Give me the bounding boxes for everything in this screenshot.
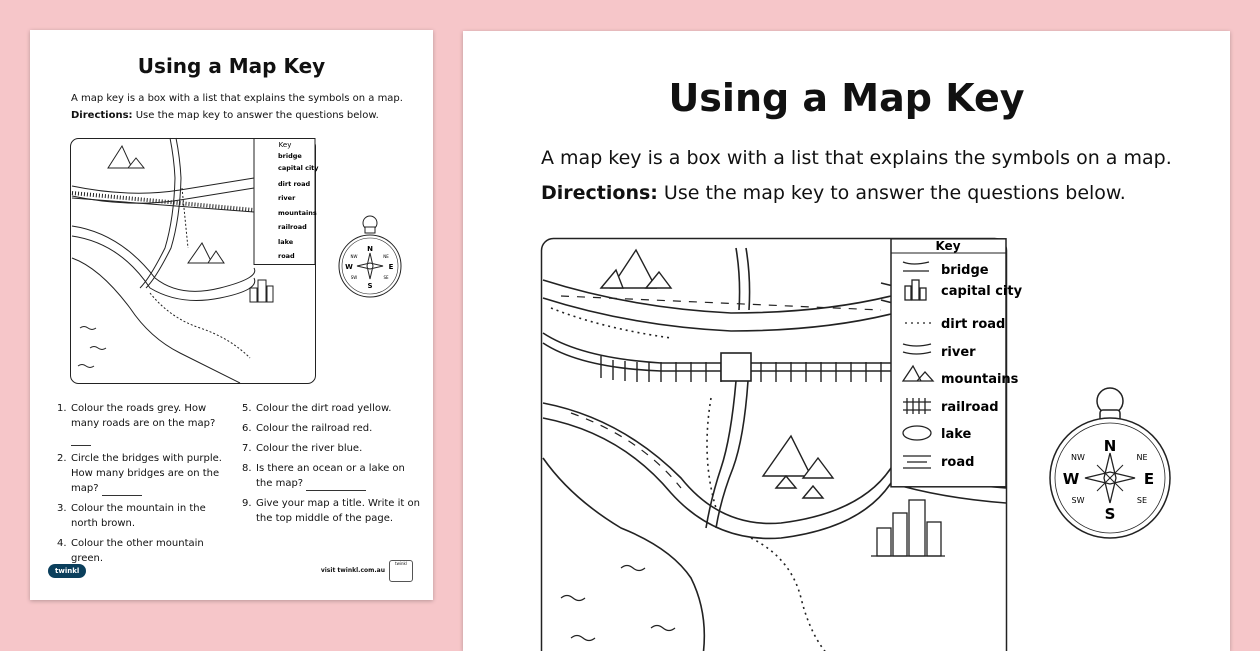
question-item xyxy=(242,441,420,456)
question-text: Give your map a title. Write it on the top middle of the page. xyxy=(256,498,420,524)
key-label-river: river xyxy=(278,194,296,202)
key-label-river-large: river xyxy=(941,345,976,360)
question-item xyxy=(57,536,235,566)
question-number: 1. xyxy=(57,401,67,416)
questions-right xyxy=(242,401,420,531)
question-item xyxy=(242,421,420,436)
compass-ne: NE xyxy=(383,254,389,259)
map-illustration xyxy=(70,138,316,385)
question-number: 5. xyxy=(242,401,252,416)
question-item xyxy=(242,496,420,526)
answer-blank[interactable] xyxy=(102,485,142,496)
compass-w-large: W xyxy=(1063,470,1080,488)
compass-nw-large: NW xyxy=(1071,453,1085,462)
question-number: 2. xyxy=(57,451,67,466)
key-label-railroad-large: railroad xyxy=(941,400,999,415)
badge-text: twinkl xyxy=(395,561,407,566)
directions-label-large: Directions: xyxy=(541,182,658,204)
question-item xyxy=(57,401,235,446)
intro-text-large xyxy=(541,141,1221,211)
key-label-lake-large: lake xyxy=(941,427,972,442)
question-text: Colour the railroad red. xyxy=(256,423,372,434)
key-label-mountains-large: mountains xyxy=(941,372,1019,387)
worksheet-thumbnail[interactable] xyxy=(30,30,433,600)
key-label-railroad: railroad xyxy=(278,223,307,231)
key-label-road-large: road xyxy=(941,455,974,470)
question-text: Is there an ocean or a lake on the map? xyxy=(256,463,405,489)
worksheet-title-large: Using a Map Key xyxy=(463,76,1230,120)
compass-rose-icon-large xyxy=(1045,383,1175,533)
question-item xyxy=(57,501,235,531)
worksheet-title: Using a Map Key xyxy=(30,54,433,78)
answer-blank[interactable] xyxy=(306,480,366,491)
question-text: Colour the river blue. xyxy=(256,443,362,454)
key-label-bridge: bridge xyxy=(278,152,302,160)
question-number: 9. xyxy=(242,496,252,511)
compass-e: E xyxy=(389,263,394,271)
compass-n: N xyxy=(367,245,373,253)
directions-line xyxy=(71,107,421,124)
compass-ne-large: NE xyxy=(1136,453,1147,462)
question-item xyxy=(242,461,420,491)
key-label-lake: lake xyxy=(278,238,294,246)
compass-se-large: SE xyxy=(1137,496,1147,505)
compass-nw: NW xyxy=(351,254,358,259)
question-text: Colour the other mountain green. xyxy=(71,538,204,564)
twinkl-logo: twinkl xyxy=(48,564,86,578)
question-number: 6. xyxy=(242,421,252,436)
question-text: Colour the roads grey. How many roads are on the map? xyxy=(71,403,215,429)
map-key-heading-large: Key xyxy=(935,239,960,253)
question-number: 7. xyxy=(242,441,252,456)
compass-se: SE xyxy=(383,275,389,280)
question-text: Colour the dirt road yellow. xyxy=(256,403,391,414)
directions-line-large xyxy=(541,176,1221,211)
map-key-heading: Key xyxy=(279,141,292,149)
key-label-dirt-road: dirt road xyxy=(278,180,311,188)
compass-w: W xyxy=(345,263,353,271)
questions-left xyxy=(57,401,235,571)
answer-blank[interactable] xyxy=(71,435,91,446)
badge-logo xyxy=(389,560,413,582)
key-label-dirt-road-large: dirt road xyxy=(941,317,1005,332)
compass-sw-large: SW xyxy=(1072,496,1085,505)
key-label-capital-city: capital city xyxy=(278,164,319,172)
key-label-mountains: mountains xyxy=(278,209,317,217)
compass-sw: SW xyxy=(351,275,358,280)
key-label-road: road xyxy=(278,252,295,260)
key-label-bridge-large: bridge xyxy=(941,263,989,278)
question-number: 3. xyxy=(57,501,67,516)
worksheet-zoom-preview xyxy=(463,31,1230,651)
question-item xyxy=(57,451,235,496)
intro-text xyxy=(71,90,421,124)
compass-s-large: S xyxy=(1105,505,1116,523)
intro-sentence: A map key is a box with a list that explains the symbols on a map. xyxy=(71,90,421,107)
key-label-capital-city-large: capital city xyxy=(941,284,1023,299)
question-item xyxy=(242,401,420,416)
question-text: Circle the bridges with purple. How many bridges are on the map? xyxy=(71,453,222,494)
footer-url[interactable]: visit twinkl.com.au xyxy=(321,567,385,574)
question-number: 4. xyxy=(57,536,67,551)
intro-sentence-large: A map key is a box with a list that explains the symbols on a map. xyxy=(541,141,1221,176)
compass-s: S xyxy=(367,282,372,290)
question-text: Colour the mountain in the north brown. xyxy=(71,503,206,529)
directions-label: Directions: xyxy=(71,110,133,121)
map-illustration-large xyxy=(541,238,1008,651)
compass-n-large: N xyxy=(1104,437,1117,455)
compass-e-large: E xyxy=(1144,470,1154,488)
directions-text-large: Use the map key to answer the questions below. xyxy=(658,182,1126,204)
compass-rose-icon xyxy=(335,213,405,301)
directions-text: Use the map key to answer the questions below. xyxy=(133,110,379,121)
question-number: 8. xyxy=(242,461,252,476)
